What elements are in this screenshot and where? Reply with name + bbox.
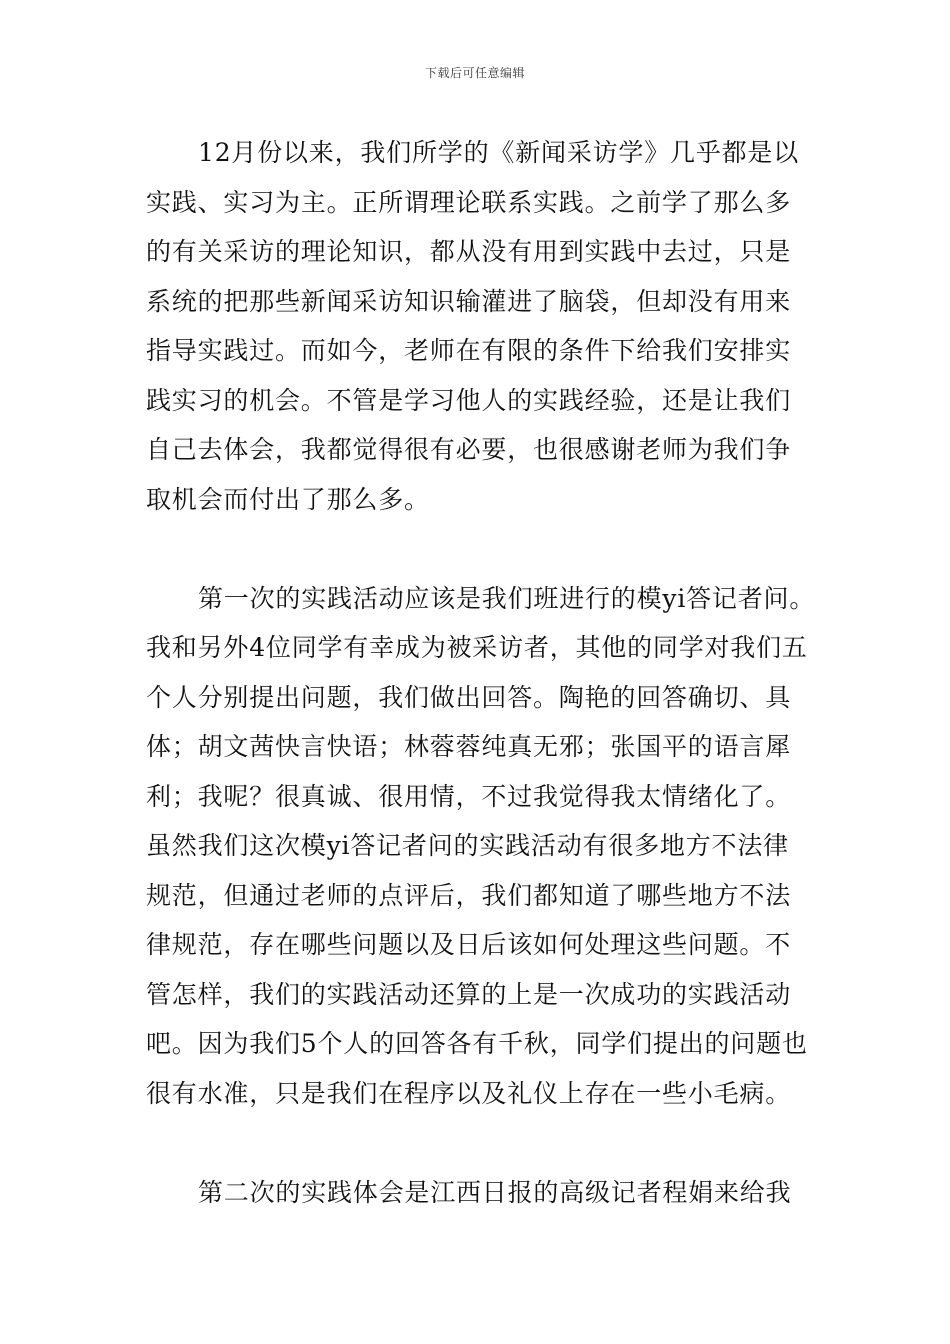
text-line: 规范，但通过老师的点评后，我们都知道了哪些地方不法 xyxy=(146,880,792,910)
text-line: 自己去体会，我都觉得很有必要，也很感谢老师为我们争 xyxy=(146,435,792,464)
text-line: 体；胡文茜快言快语；林蓉蓉纯真无邪；张国平的语言犀 xyxy=(146,732,792,761)
text-line: 第二次的实践体会是江西日报的高级记者程娟来给我 xyxy=(198,1177,792,1207)
document-body xyxy=(146,128,816,1217)
text-line: 指导实践过。而如今，老师在有限的条件下给我们安排实 xyxy=(146,336,792,365)
paragraph-3 xyxy=(146,1168,816,1218)
text-line: 管怎样，我们的实践活动还算的上是一次成功的实践活动 xyxy=(146,979,792,1009)
text-line: 的有关采访的理论知识，都从没有用到实践中去过，只是 xyxy=(146,237,792,266)
text-line: 很有水准，只是我们在程序以及礼仪上存在一些小毛病。 xyxy=(146,1078,792,1108)
text-line: 虽然我们这次模yi答记者问的实践活动有很多地方不法律 xyxy=(146,831,789,860)
text-line: 取机会而付出了那么多。 xyxy=(146,484,430,514)
paragraph-1 xyxy=(146,128,816,524)
text-line: 12月份以来，我们所学的《新闻采访学》几乎都是以 xyxy=(198,138,800,167)
text-line: 系统的把那些新闻采访知识输灌进了脑袋，但却没有用来 xyxy=(146,286,792,316)
text-line: 吧。因为我们5个人的回答各有千秋，同学们提出的问题也 xyxy=(146,1029,808,1058)
paragraph-spacer xyxy=(146,1118,816,1168)
paragraph-spacer xyxy=(146,524,816,574)
text-line: 实践、实习为主。正所谓理论联系实践。之前学了那么多 xyxy=(146,187,792,217)
paragraph-2 xyxy=(146,574,816,1119)
text-line: 个人分别提出问题，我们做出回答。陶艳的回答确切、具 xyxy=(146,682,792,712)
text-line: 律规范，存在哪些问题以及日后该如何处理这些问题。不 xyxy=(146,930,792,959)
text-line: 利；我呢？很真诚、很用情，不过我觉得我太情绪化了。 xyxy=(146,781,792,811)
text-line: 践实习的机会。不管是学习他人的实践经验，还是让我们 xyxy=(146,385,792,415)
text-line: 我和另外4位同学有幸成为被采访者，其他的同学对我们五 xyxy=(146,633,808,662)
page-header: 下载后可任意编辑 xyxy=(424,66,525,80)
text-line: 第一次的实践活动应该是我们班进行的模yi答记者问。 xyxy=(198,583,816,613)
